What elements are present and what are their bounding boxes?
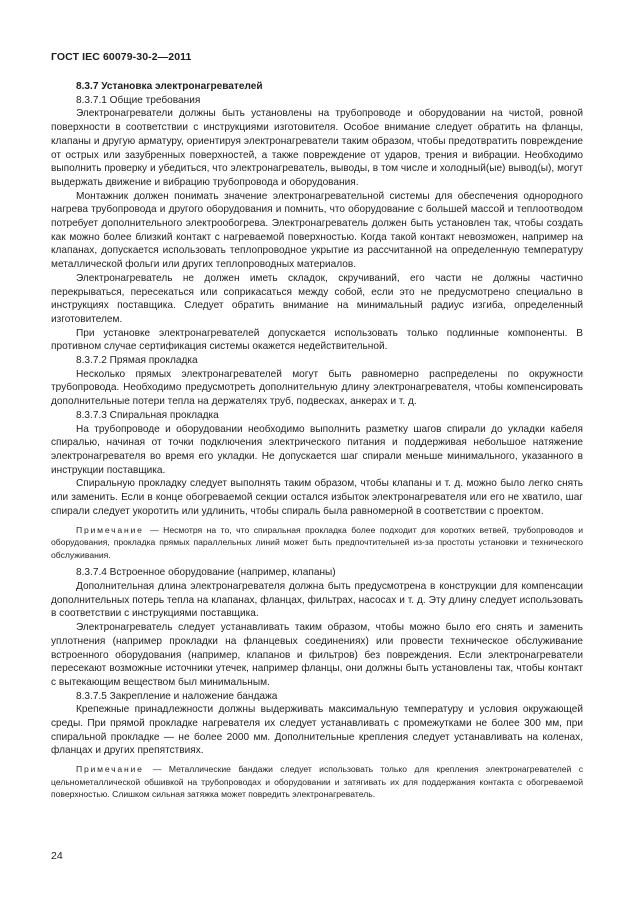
body-paragraph: При установке электронагревателей допускается использовать только подлинные компоненты. В противном случае сертификация системы окажется недействительной. — [51, 327, 583, 353]
body-paragraph: Дополнительная длина электронагревателя должна быть предусмотрена в конструкции для компенсации дополнительных потерь тепла на клапанах, фланцах, фильтрах, насосах и т. д. Эту длину следует использовать в соответствии с инструкциями поставщика. — [51, 580, 583, 620]
subsection-heading: 8.3.7.2 Прямая прокладка — [76, 355, 198, 367]
note-paragraph — [51, 524, 583, 562]
subsection-heading: 8.3.7.4 Встроенное оборудование (например, клапаны) — [76, 567, 336, 579]
body-paragraph: Электронагреватель следует устанавливать таким образом, чтобы можно было его снять и заменить уплотнения (например прокладки на фланцевых соединениях) или провести техническое обслуживание встроенного оборудования (например, клапанов и фильтров) без повреждения. Если электронагреватели пересекают возможные источники утечек, например фланцы, они должны быть установлены так, чтобы контакт с вытекающим веществом был минимальным. — [51, 622, 583, 688]
note-lead: Примечание — [76, 764, 153, 775]
note-lead: Примечание — [76, 524, 151, 535]
section-heading: 8.3.7 Установка электронагревателей — [76, 81, 263, 92]
subsection-heading: 8.3.7.5 Закрепление и наложение бандажа — [76, 690, 278, 702]
document-header: ГОСТ IEC 60079-30-2—2011 — [51, 51, 192, 63]
note-text: — Несмотря на то, что спиральная прокладка более подходит для коротких ветвей, трубопроводов и оборудования, прокладка прямых параллельных линий может быть предпочтительней из-за простоты установки и технического обслуживания. — [51, 524, 583, 560]
body-paragraph: Электронагреватели должны быть установлены на трубопроводе и оборудовании на чистой, ровной поверхности в соответствии с инструкциями изготовителя. Особое внимание следует обратить на фланцы, клапаны и другую арматуру, ориентируя электронагреватели таким образом, чтобы предотвратить повреждение от острых или зазубренных поверхностей, а также повреждение от ударов, трения и вибрации. Необходимо выполнить проверку и убедиться, что электронагреватель, выводы, в том числе и холодный(ые) вывод(ы), могут выдержать движение и вибрацию трубопровода и оборудования. — [51, 108, 583, 188]
note-paragraph — [51, 763, 583, 801]
body-paragraph: Несколько прямых электронагревателей могут быть равномерно распределены по окружности трубопровода. Необходимо предусмотреть дополнительную длину электронагревателя, чтобы компенсировать дополнительные потери тепла на держателях труб, подвесках, анкерах и т. д. — [51, 368, 583, 408]
body-paragraph: Монтажник должен понимать значение электронагревательной системы для обеспечения однородного нагрева трубопровода и другого оборудования и помнить, что оборудование с большей массой и теплоотводом потребует дополнительного электрообогрева. Электронагреватель должен быть установлен так, чтобы создать как можно более близкий контакт с нагреваемой поверхностью. Когда такой контакт невозможен, например на клапанах, допускается использовать теплопроводное укрытие из рассчитанной на определенную температуру металлической фольги или других теплопроводных материалов. — [51, 190, 583, 271]
subsection-heading: 8.3.7.3 Спиральная прокладка — [76, 409, 219, 421]
body-paragraph: Спиральную прокладку следует выполнять таким образом, чтобы клапаны и т. д. можно было легко снять или заменить. Если в конце обогреваемой секции остался избыток электронагревателя или его не хватило, шаг спирали следует укоротить или удлинить, чтобы спираль была равномерной в соответствии с проектом. — [51, 478, 583, 517]
subsection-heading: 8.3.7.1 Общие требования — [76, 94, 201, 106]
body-paragraph: Крепежные принадлежности должны выдерживать максимальную температуру и условия окружающей среды. При прямой прокладке нагревателя их следует устанавливать с промежутками не более 300 мм, при спиральной прокладке — не более 2000 мм. Дополнительные крепления следует устанавливать на коленах, фланцах и других препятствиях. — [51, 704, 583, 757]
document-body — [51, 80, 583, 806]
body-paragraph: Электронагреватель не должен иметь складок, скручиваний, его части не должны частично перекрываться, пересекаться или соприкасаться между собой, если это не предусмотрено специально в инструкциях поставщика. Следует обратить внимание на минимальный радиус изгиба, определенный изготовителем. — [51, 272, 583, 325]
note-text: — Металлические бандажи следует использовать только для крепления электронагревателей с цельнометаллической обшивкой на трубопроводах и оборудовании и затягивать их для поддержания контакта с обогреваемой поверхностью. Слишком сильная затяжка может повредить электронагреватель. — [51, 764, 583, 800]
body-paragraph: На трубопроводе и оборудовании необходимо выполнить разметку шагов спирали до укладки кабеля спиралью, начиная от точки подключения электрического питания и поддерживая небольшое натяжение электронагревателя во время его укладки. Не допускается шаг спирали меньше минимального, указанного в инструкции поставщика. — [51, 423, 583, 476]
page-number: 24 — [51, 850, 63, 862]
